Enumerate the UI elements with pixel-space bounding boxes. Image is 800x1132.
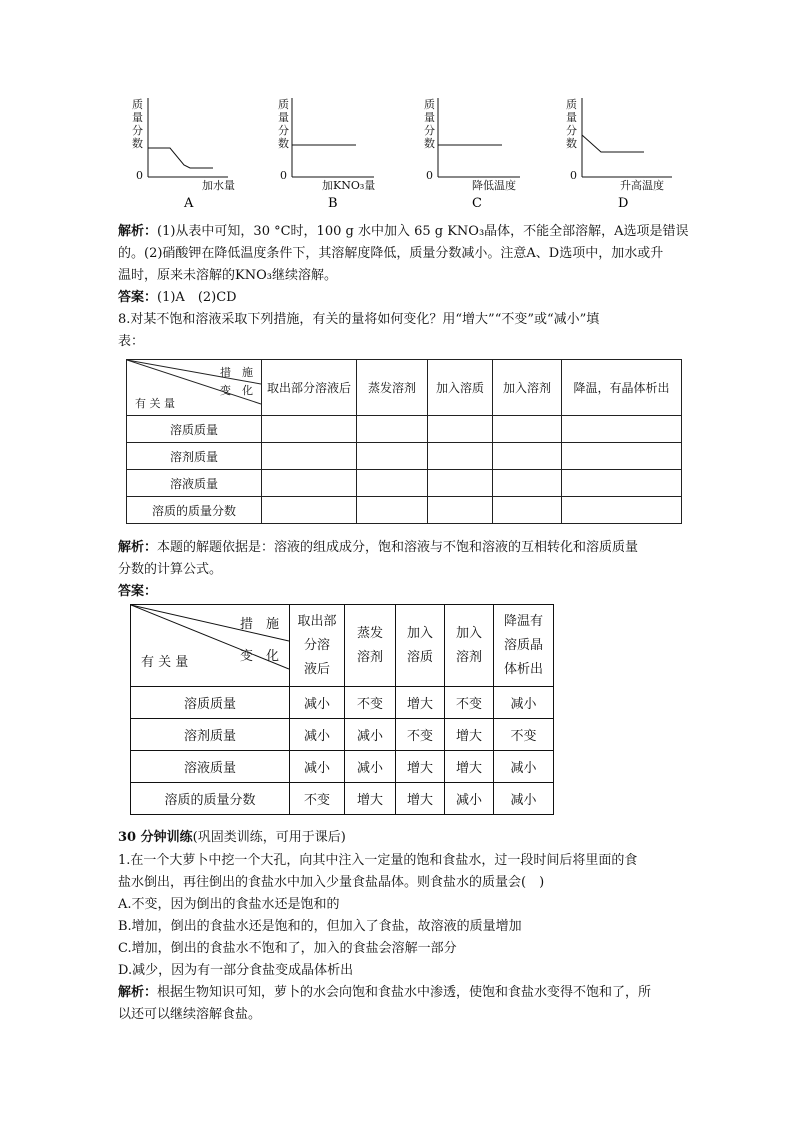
- table-1-corner-top: 措 施: [220, 366, 253, 379]
- table-2-cell: 不变: [445, 687, 494, 719]
- option-d: D.减少，因为有一部分食盐变成晶体析出: [118, 963, 354, 978]
- graph-d: [556, 90, 706, 215]
- analysis-1-line-3: 温时，原来未溶解的KNO₃继续溶解。: [118, 268, 337, 283]
- analysis-3-line-1: 解析：根据生物知识可知，萝卜的水会向饱和食盐水中渗透，使饱和食盐水变得不饱和了，所: [118, 985, 652, 1000]
- question-8-line-2: 表：: [118, 334, 145, 349]
- table-2-row-label: 溶剂质量: [131, 719, 290, 751]
- graph-a-curve: [148, 148, 213, 168]
- graph-c-xlabel: 降低温度: [472, 179, 516, 192]
- table-2-cell: 减小: [290, 687, 345, 719]
- table-2-header: 降温有 溶质晶 体析出: [494, 605, 554, 687]
- table-2-cell: 减小: [494, 783, 554, 815]
- table-2-cell: 减小: [290, 751, 345, 783]
- table-2-cell: 增大: [396, 783, 445, 815]
- graph-b-caption: B: [328, 196, 338, 211]
- table-2-cell: 减小: [445, 783, 494, 815]
- svg-text:数: 数: [424, 137, 435, 150]
- table-2-cell: 不变: [396, 719, 445, 751]
- svg-text:数: 数: [278, 137, 289, 150]
- table-2-cell: 不变: [494, 719, 554, 751]
- blank-table: [126, 359, 682, 524]
- answer-1-label: 答案：: [118, 290, 158, 305]
- training-title: 30 分钟训练: [118, 830, 193, 845]
- graph-a-origin: 0: [136, 169, 143, 182]
- graph-d-xlabel: 升高温度: [620, 179, 664, 192]
- graph-row: [0, 90, 800, 215]
- graph-d-origin: 0: [570, 169, 577, 182]
- table-2-cell: 不变: [290, 783, 345, 815]
- table-2-header: 加入 溶质: [396, 605, 445, 687]
- table-1-header: 蒸发溶剂: [357, 360, 428, 416]
- svg-text:量: 量: [424, 111, 435, 124]
- table-2-header: 加入 溶剂: [445, 605, 494, 687]
- graph-a-caption: A: [184, 196, 194, 211]
- graph-a-xlabel: 加水量: [202, 179, 235, 192]
- training-subtitle: (巩固类训练，可用于课后): [192, 830, 346, 845]
- option-b: B.增加，倒出的食盐水还是饱和的，但加入了食盐，故溶液的质量增加: [118, 919, 522, 934]
- table-2-row-label: 溶质质量: [131, 687, 290, 719]
- svg-text:分: 分: [424, 124, 435, 137]
- table-2-cell: 减小: [345, 751, 396, 783]
- table-2-row-label: 溶质的质量分数: [131, 783, 290, 815]
- svg-text:质: 质: [424, 98, 435, 111]
- table-2-cell: 增大: [396, 751, 445, 783]
- analysis-2-line-1: 解析：本题的解题依据是：溶液的组成成分，饱和溶液与不饱和溶液的互相转化和溶质质量: [118, 540, 639, 555]
- question-1-line-2: 盐水倒出，再往倒出的食盐水中加入少量食盐晶体。则食盐水的质量会( ): [118, 875, 545, 890]
- table-1-corner-mid: 变 化: [220, 384, 253, 397]
- table-2-header: 蒸发 溶剂: [345, 605, 396, 687]
- analysis-2-label: 解析：: [118, 540, 158, 555]
- training-heading: [118, 827, 346, 849]
- analysis-1-line-2: 的。(2)硝酸钾在降低温度条件下，其溶解度降低，质量分数减小。注意A、D选项中，加水或升: [118, 246, 664, 261]
- table-2-header: 取出部 分溶 液后: [290, 605, 345, 687]
- question-1-line-1: 1.在一个大萝卜中挖一个大孔，向其中注入一定量的饱和食盐水，过一段时间后将里面的食: [118, 853, 638, 868]
- graph-b-origin: 0: [280, 169, 287, 182]
- table-2-cell: 不变: [345, 687, 396, 719]
- table-1-row-label: 溶剂质量: [127, 443, 262, 470]
- table-2-cell: 增大: [445, 719, 494, 751]
- answer-table: [130, 604, 554, 815]
- table-2-cell: 增大: [345, 783, 396, 815]
- table-1-header: 加入溶质: [428, 360, 493, 416]
- table-1-row-label: 溶质的质量分数: [127, 497, 262, 524]
- table-2-row-label: 溶液质量: [131, 751, 290, 783]
- answer-1: 答案：(1)A (2)CD: [118, 290, 237, 305]
- graph-c-origin: 0: [426, 169, 433, 182]
- graph-a-ylabel-2: 量: [132, 111, 143, 124]
- svg-text:量: 量: [566, 111, 577, 124]
- graph-d-curve: [582, 135, 644, 152]
- table-2-cell: 增大: [396, 687, 445, 719]
- table-1-corner-bottom: 有 关 量: [135, 397, 175, 410]
- table-1-header: 取出部分溶液后: [262, 360, 357, 416]
- graph-a: [118, 90, 258, 215]
- graph-b: [264, 90, 404, 215]
- table-2-corner-top: 措 施: [239, 617, 279, 632]
- graph-d-caption: D: [618, 196, 629, 211]
- table-2-corner: [131, 605, 290, 687]
- table-2-corner-bottom: 有 关 量: [141, 655, 189, 670]
- svg-text:分: 分: [278, 124, 289, 137]
- table-1-header: 加入溶剂: [493, 360, 562, 416]
- table-1-row-label: 溶质质量: [127, 416, 262, 443]
- graph-c: [410, 90, 550, 215]
- svg-text:质: 质: [278, 98, 289, 111]
- analysis-1-label: 解析：: [118, 224, 158, 239]
- table-2-cell: 减小: [290, 719, 345, 751]
- table-2-corner-mid: 变 化: [239, 649, 279, 664]
- table-2-cell: 减小: [345, 719, 396, 751]
- graph-a-ylabel-4: 数: [132, 137, 143, 150]
- analysis-3-label: 解析：: [118, 985, 158, 1000]
- graph-c-caption: C: [472, 196, 482, 211]
- table-1-corner: [127, 360, 262, 416]
- analysis-1-line-1: 解析：(1)从表中可知，30 °C时，100 g 水中加入 65 g KNO₃晶体，不能全部溶解，A选项是错误: [118, 224, 689, 239]
- table-2-cell: 减小: [494, 751, 554, 783]
- graph-a-ylabel-1: 质: [132, 98, 143, 111]
- option-a: A.不变，因为倒出的食盐水还是饱和的: [118, 897, 340, 912]
- answer-2-label: 答案：: [118, 584, 158, 599]
- svg-text:分: 分: [566, 124, 577, 137]
- question-8-line-1: 8.对某不饱和溶液采取下列措施，有关的量将如何变化？用“增大”“不变”或“减小”填: [118, 312, 600, 327]
- table-1-header: 降温，有晶体析出: [562, 360, 682, 416]
- table-1-row-label: 溶液质量: [127, 470, 262, 497]
- graph-b-xlabel: 加KNO₃量: [322, 179, 376, 192]
- table-2-cell: 增大: [445, 751, 494, 783]
- table-2-cell: 减小: [494, 687, 554, 719]
- option-c: C.增加，倒出的食盐水不饱和了，加入的食盐会溶解一部分: [118, 941, 457, 956]
- analysis-2-line-2: 分数的计算公式。: [118, 562, 223, 577]
- svg-text:质: 质: [566, 98, 577, 111]
- svg-text:量: 量: [278, 111, 289, 124]
- svg-text:数: 数: [566, 137, 577, 150]
- graph-a-ylabel-3: 分: [132, 124, 143, 137]
- analysis-3-line-2: 以还可以继续溶解食盐。: [118, 1007, 262, 1022]
